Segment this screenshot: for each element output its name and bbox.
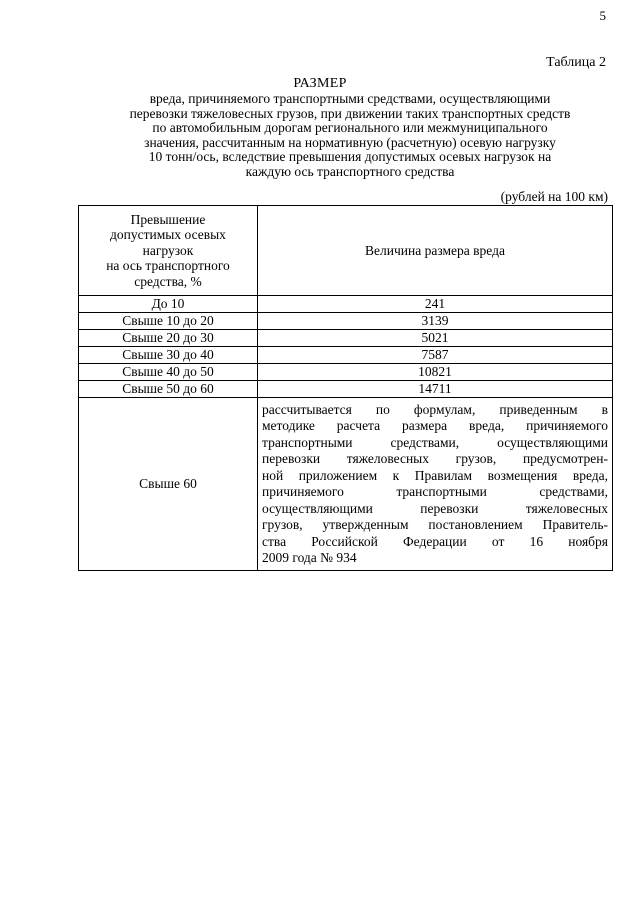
row-value: 7587 — [258, 347, 613, 364]
document-title: РАЗМЕР — [293, 76, 347, 91]
row-value: 3139 — [258, 313, 613, 330]
table-row — [79, 330, 613, 347]
table-label: Таблица 2 — [546, 55, 606, 70]
header-line: допустимых осевых — [110, 227, 226, 243]
row-range: До 10 — [79, 296, 258, 313]
header-line: средства, % — [134, 273, 202, 289]
row-range: Свыше 30 до 40 — [79, 347, 258, 364]
row-range: Свыше 40 до 50 — [79, 364, 258, 381]
paragraph-line: осуществляющими перевозки тяжеловесных — [262, 500, 608, 516]
header-line: нагрузок — [142, 242, 194, 258]
table-row — [79, 364, 613, 381]
row-range: Свыше 10 до 20 — [79, 313, 258, 330]
row-value: 5021 — [258, 330, 613, 347]
paragraph-line: методике расчета размера вреда, причиняемого — [262, 418, 608, 433]
header-axle-load-excess — [79, 206, 258, 296]
row-range: Свыше 60 — [79, 398, 258, 571]
row-range: Свыше 50 до 60 — [79, 381, 258, 398]
page-number: 5 — [599, 8, 606, 23]
paragraph-line: рассчитывается по формулам, приведенным в — [262, 401, 608, 417]
table-row — [79, 313, 613, 330]
subtitle-line: вреда, причиняемого транспортными средствами, осуществляющими — [149, 91, 551, 106]
table-row — [79, 347, 613, 364]
paragraph-line: грузов, утвержденным постановлением Правитель- — [262, 517, 608, 532]
paragraph-line: 2009 года № 934 — [262, 550, 357, 565]
row-value: 14711 — [258, 381, 613, 398]
paragraph-line: причиняемого транспортными средствами, — [262, 484, 608, 499]
paragraph-line: транспортными средствами, осуществляющими — [262, 434, 608, 450]
document-subtitle — [60, 92, 640, 180]
paragraph-line: ной приложением к Правилам возмещения вреда, — [262, 467, 608, 483]
row-range: Свыше 20 до 30 — [79, 330, 258, 347]
table-row — [79, 381, 613, 398]
paragraph-line: ства Российской Федерации от 16 ноября — [262, 533, 608, 549]
table-row — [79, 296, 613, 313]
subtitle-line: 10 тонн/ось, вследствие превышения допустимых осевых нагрузок на — [148, 149, 552, 165]
units-note: (рублей на 100 км) — [500, 189, 608, 204]
subtitle-line: перевозки тяжеловесных грузов, при движении таких транспортных средств — [129, 105, 571, 121]
table-header-row — [79, 206, 613, 296]
header-harm-amount: Величина размера вреда — [258, 206, 613, 296]
header-line: Превышение — [130, 211, 206, 227]
row-value-paragraph — [258, 398, 613, 571]
header-line: на ось транспортного — [106, 258, 230, 274]
harm-table — [78, 205, 613, 571]
subtitle-line: значения, рассчитанным на нормативную (расчетную) осевую нагрузку — [144, 134, 556, 150]
table-row-last — [79, 398, 613, 571]
subtitle-line: каждую ось транспортного средства — [245, 163, 455, 179]
paragraph-line: перевозки тяжеловесных грузов, предусмотрен- — [262, 451, 608, 466]
row-value: 10821 — [258, 364, 613, 381]
row-value: 241 — [258, 296, 613, 313]
subtitle-line: по автомобильным дорогам регионального или межмуниципального — [152, 120, 548, 136]
